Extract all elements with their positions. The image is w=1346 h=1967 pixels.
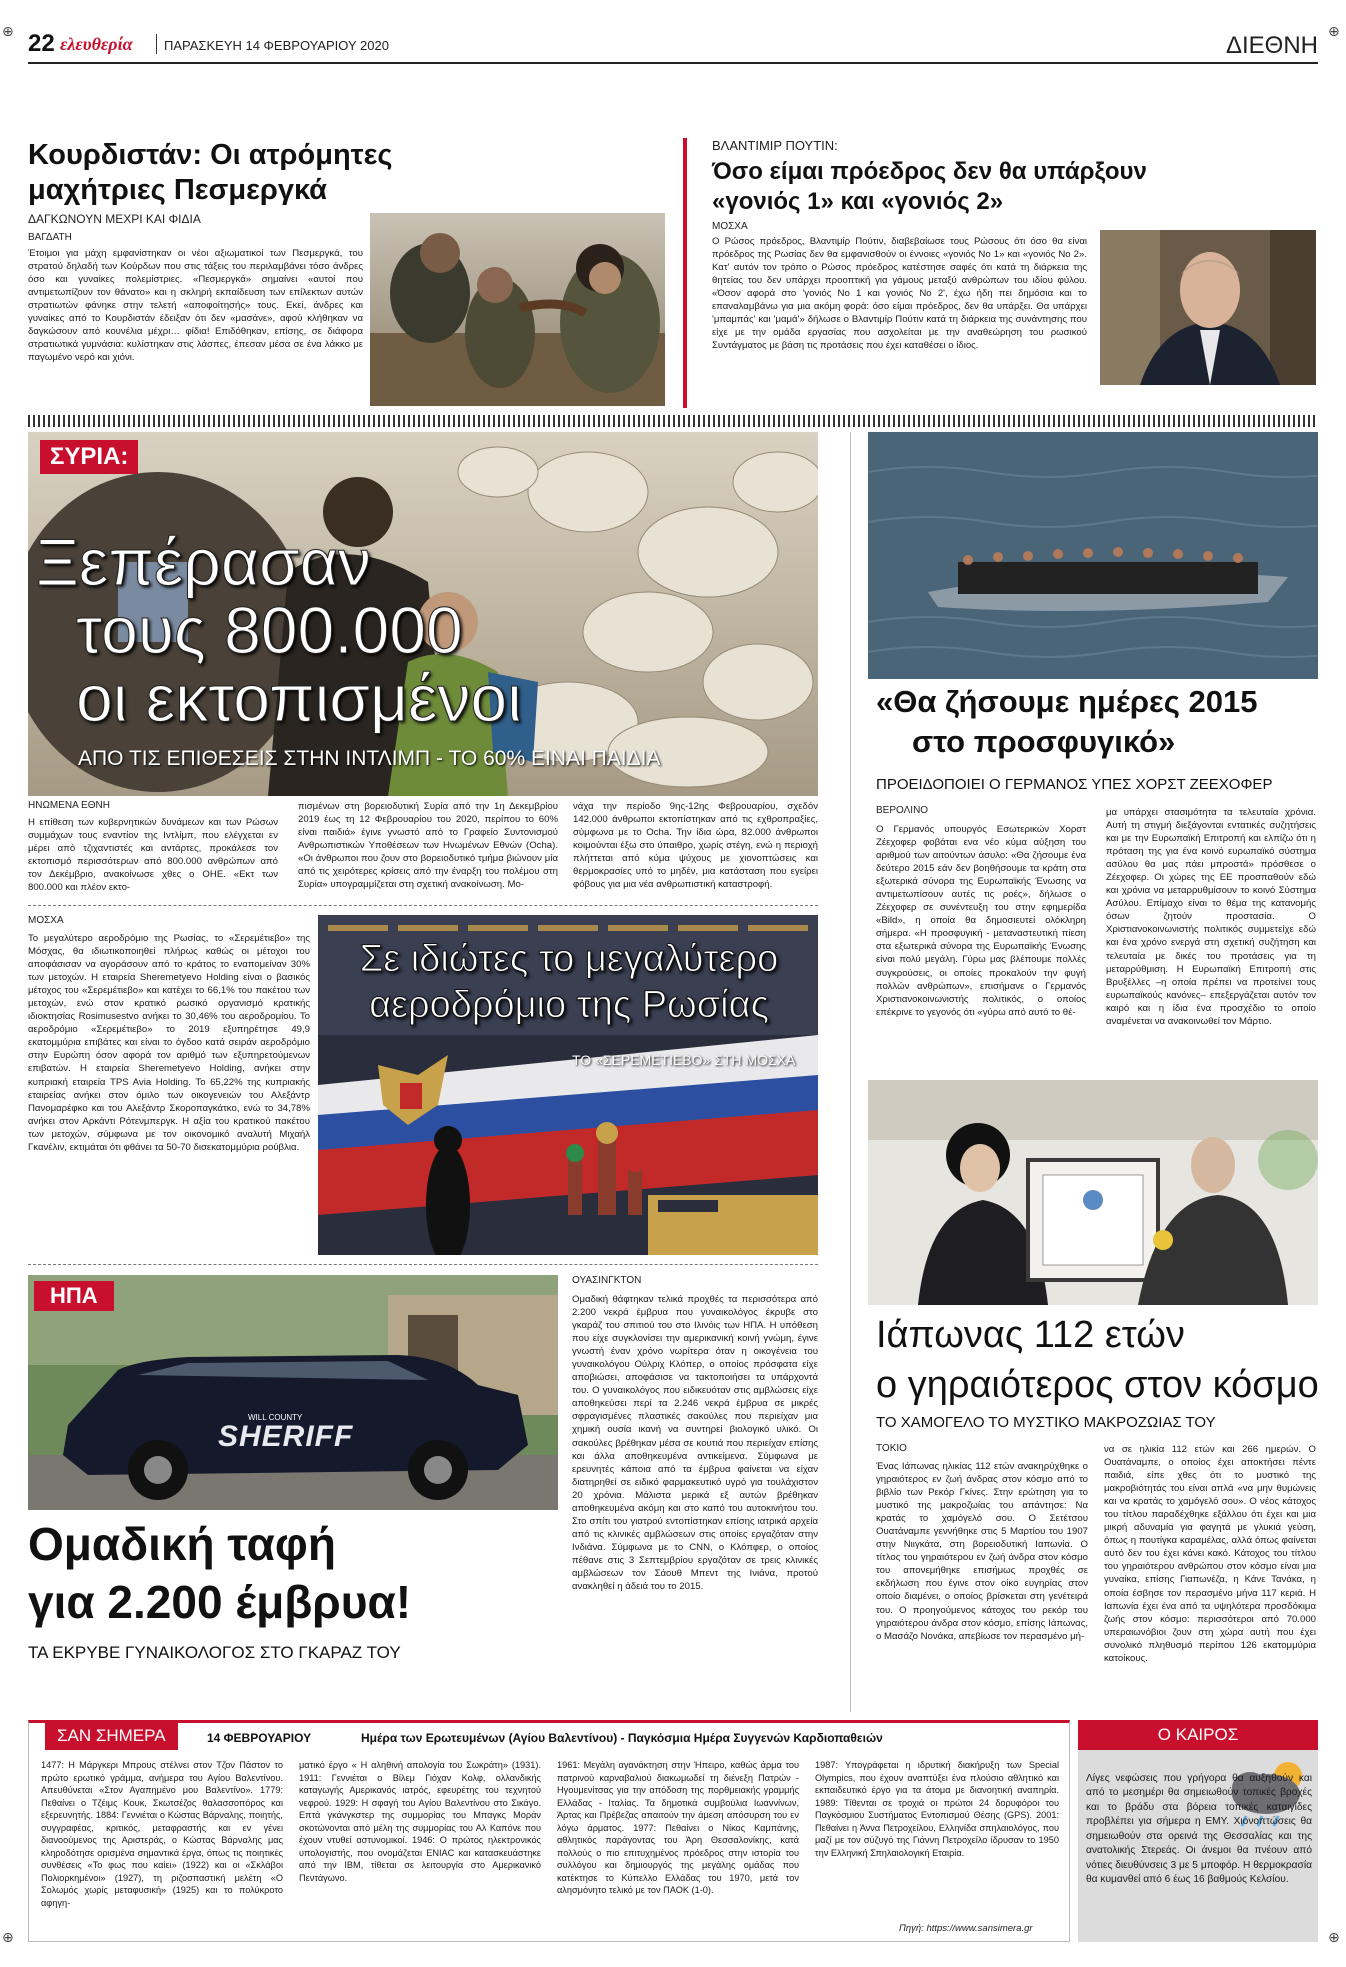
- germany-subtitle: ΠΡΟΕΙΔΟΠΟΙΕΙ Ο ΓΕΡΜΑΝΟΣ ΥΠΕΣ ΧΟΡΣΤ ΖΕΕΧΟΦΕΡ: [876, 776, 1273, 793]
- usa-subtitle: ΤΑ ΕΚΡΥΒΕ ΓΥΝΑΙΚΟΛΟΓΟΣ ΣΤΟ ΓΚΑΡΑΖ ΤΟΥ: [28, 1643, 401, 1662]
- today-source: Πηγή: https://www.sansimera.gr: [899, 1923, 1033, 1934]
- page-header: [28, 30, 1318, 62]
- japan-subtitle: ΤΟ ΧΑΜΟΓΕΛΟ ΤΟ ΜΥΣΤΙΚΟ ΜΑΚΡΟΖΩΙΑΣ ΤΟΥ: [876, 1414, 1216, 1431]
- section-name: ΔΙΕΘΝΗ: [1225, 32, 1318, 59]
- germany-col-2: μα υπάρχει στασιμότητα τα τελευταία χρόνια. Αυτή τη στιγμή διεξάγονται εντατικές συζητήσεις και με την Ευρωπαϊκή Επιτροπή και ελπίζω ότι η πρόταση της για ένα κοινό ευρωπαϊκό σύστημα ασύλου θα μας πάει μπροστά» πρόσθεσε ο Ζέεχοφερ. Οι χώρες της ΕΕ προσπαθούν εδώ και χρόνια να μεταρρυθμίσουν το κοινό Σύστημα Ασύλου. Επίμαχο είναι το θέμα της κατανομής όσων ζητούν προστασία. Ο Χριστιανοκοινωνιστής πολιτικός συμμετείχε εδώ και ένα χρόνο ενεργά στη σχετική συζήτηση και τελευταία με δικές του προτάσεις για τη μεταρρύθμιση. Η Ευρωπαϊκή Επιτροπή στις Βρυξέλλες –η οποία πρέπει να προτείνει τους ευρωπαϊκούς κανόνες– επεξεργάζεται αυτόν τον καιρό και η ίδια ένα προσχέδιο το οποίο αναμένεται να ανακοινωθεί τον Μάρτιο.: [1106, 807, 1316, 1027]
- today-headline: Ημέρα των Ερωτευμένων (Αγίου Βαλεντίνου) - Παγκόσμια Ημέρα Συγγενών Καρδιοπαθειών: [361, 1731, 883, 1745]
- dateline: ΒΑΓΔΑΤΗ: [28, 232, 72, 243]
- japan-col-1: Ένας Ιάπωνας ηλικίας 112 ετών ανακηρύχθηκε ο γηραιότερος εν ζωή άνδρας στον κόσμο από το βιβλίο των Ρεκόρ Γκίνες. Στην ερώτηση για το μυστικό της μακροζωίας του απάντησε: Να κρατάς το χαμόγελό σου. Ο Σετέτσου Ουατάναμπε γεννήθηκε στις 5 Μαρτίου του 1907 στην Νιιγκάτα, στη βορειοδυτική Ιαπωνία. Ο τίτλος του γηραιότερου εν ζωή άνδρα στον κόσμο του απονεμήθηκε επισήμως προχθές σε εκδήλωση που έγινε στον οίκο ευγηρίας στον οποίο διαμένει, ο οποίος βρίσκεται στη γενέτειρά του. Ο προηγούμενος κάτοχος του ρεκόρ του γηραιότερου άνδρα στον κόσμο, επίσης Ιάπωνας, ο Μασάζο Νονάκα, απεβίωσε τον περασμένο μή-: [876, 1461, 1088, 1642]
- japan-photo: [868, 1080, 1318, 1305]
- paper-name: ελευθερία: [60, 34, 133, 54]
- japan-col-2: να σε ηλικία 112 ετών και 266 ημερών. Ο Ουατάναμπε, ο οποίος έχει αποκτήσει πέντε παιδιά, είπε χθες ότι το μυστικό της μακροβιότητάς του είναι απλά «να μην θυμώνεις και να κρατάς το χαμόγελό σου». Ο νέος κάτοχος του τίτλου παραδέχθηκε εξάλλου ότι έχει και μια μικρή αδυναμία για φαγητά με γλυκιά γεύση, όπως η πουτίγκα καραμέλας, αλλά όπως φαίνεται αυτό δεν του έχει κάνει κακό. Κάτοχος του τίτλου του γηραιότερου ανθρώπου στον κόσμο είναι μια γυναίκα, επίσης Γιαπωνέζα, η Κάνε Τανάκα, η οποία έσβησε τον περασμένο μήνα 117 κεριά. Η Ιαπωνία έχει ένα από τα υψηλότερα προσδόκιμα ζωής στον κόσμο: περισσότεροι από 70.000 υπεραιωνόβιοι ζουν στη χώρα αυτή που έχει συνολικό πληθυσμό περίπου 126 εκατομμύρια κατοίκους.: [1104, 1444, 1316, 1664]
- dateline: ΗΝΩΜΕΝΑ ΕΘΝΗ: [28, 800, 110, 811]
- issue-date: ΠΑΡΑΣΚΕΥΗ 14 ΦΕΒΡΟΥΑΡΙΟΥ 2020: [164, 38, 389, 53]
- kurdistan-subtitle: ΔΑΓΚΩΝΟΥΝ ΜΕΧΡΙ ΚΑΙ ΦΙΔΙΑ: [28, 212, 201, 226]
- syria-subtitle: ΑΠΟ ΤΙΣ ΕΠΙΘΕΣΕΙΣ ΣΤΗΝ ΙΝΤΛΙΜΠ - ΤΟ 60% ΕΙΝΑΙ ΠΑΙΔΙΑ: [78, 747, 661, 770]
- putin-kicker: ΒΛΑΝΤΙΜΙΡ ΠΟΥΤΙΝ:: [712, 138, 838, 153]
- dateline: ΤΟΚΙΟ: [876, 1443, 907, 1454]
- today-label: ΣΑΝ ΣΗΜΕΡΑ: [45, 1722, 178, 1750]
- putin-title: Όσο είμαι πρόεδρος δεν θα υπάρξουν «γονιός 1» και «γονιός 2»: [712, 158, 1147, 215]
- airport-dateline: ΜΟΣΧΑ: [28, 915, 64, 926]
- migrant-boat-photo: [868, 432, 1318, 679]
- usa-label: ΗΠΑ: [34, 1281, 114, 1311]
- dateline: ΟΥΑΣΙΝΓΚΤΟΝ: [572, 1275, 642, 1286]
- putin-photo: [1100, 230, 1316, 385]
- today-col-2: ματικό έργο « Η αληθινή απολογία του Σωκράτη» (1931). 1911: Γεννιέται ο Βίλεμ Γιόχαν Κολφ, ολλανδικής καταγωγής Αμερικανός ιατρός, εφευρέτης του τεχνητού νεφρού. 1929: Η σφαγή του Αγίου Βαλεντίνου στο Σικάγο. Επτά γκάνγκστερ της συμμορίας του Μπαγκς Μοράν σκοτώνονται από μέλη της συμμορίας του Αλ Καπόνε που έχουν ντυθεί αστυνομικοί. 1946: Ο πρώτος ηλεκτρονικός υπολογιστής, που ονομάζεται ENIAC και κατασκευάστηκε από την IBM, τίθεται σε λειτουργία στο Αμερικανικό Πεντάγωνο.: [299, 1760, 541, 1883]
- today-col-1: 1477: Η Μάργκερι Μπρους στέλνει στον Τζον Πάστον το πρώτο ερωτικό γράμμα, ανήμερα του Αγίου Βαλεντίνου. Απευθύνεται «Στον Αγαπημένο μου Βαλεντίνο». 1779: Πεθαίνει ο Τζέιμς Κουκ, Σκωτσέζος θαλασσοπόρος και εξερευνητής. 1884: Γεννιέται ο Κώστας Βάρναλης, ποιητής, συγγραφέας, κριτικός, μεταφραστής και εν γένει διανοούμενος της Αριστεράς, ο Κώστας Βάρναλης μας κληροδότησε ορισμένα σημαντικά έργα, όπως τις ποιητικές συνθέσεις «Το φως που καίει» (1922) και οι «Σκλάβοι Πολιορκημένοι» (1927), τη ριζοσπαστική μελέτη «Ο Σολωμός χωρίς μεταφυσική» (1925) και το πολύκροτο αφηγη-: [41, 1760, 283, 1908]
- japan-title: Ιάπωνας 112 ετών ο γηραιότερος στον κόσμο: [876, 1314, 1319, 1406]
- syria-label: ΣΥΡΙΑ:: [40, 440, 138, 474]
- syria-body: [28, 800, 818, 900]
- crop-mark-icon: ⊕: [2, 24, 14, 40]
- kurdistan-body: Έτοιμοι για μάχη εμφανίστηκαν οι νέοι αξιωματικοί των Πεσμεργκά, του στρατού δηλαδή των Κούρδων που στις τάξεις του περιλαμβάνει τόσο άνδρες όσο και γυναίκες πολεμίστριες. «Πεσμεργκά» σημαίνει «αυτοί που αντιμετωπίζουν τον θάνατο» και η σκληρή εκπαίδευση των επίλεκτων αυτών στρατιωτών φάνηκε στην τελετή «αποφοίτησής» τους. Εκεί, άνδρες και γυναίκες από το Κουρδιστάν έδειξαν ότι δεν «μασάνε», αφού κλήθηκαν να δαγκώσουν από κουνέλια μέχρι… φίδια! Επιδόθηκαν, επίσης, σε διάφορα στρατιωτικά γυμνάσια: κυλίστηκαν στις λάσπες, έπεσαν μέσα σε ένα λάκκο με παγωμένο νερό και χιόνι.: [28, 248, 363, 364]
- peshmerga-photo: [370, 213, 665, 406]
- section-rule: [28, 415, 1318, 427]
- weather-text: Λίγες νεφώσεις που γρήγορα θα αυξηθούν και από το μεσημέρι θα σημειωθούν τοπικές βροχές και το βράδυ στα βόρεια τοπικές καταιγίδες προβλέπει για σήμερα η ΕΜΥ. Χιονοπτώσεις θα σημειωθούν στα ορεινά της Θεσσαλίας και της ανατολικής Στερεάς. Οι άνεμοι θα πνέουν από νότιες διευθύνσεις 3 με 5 μποφόρ. Η θερμοκρασία θα κυμανθεί από 6 έως 16 βαθμούς Κελσίου.: [1086, 1773, 1312, 1886]
- airport-subtitle: ΤΟ «ΣΕΡΕΜΕΤΙΕΒΟ» ΣΤΗ ΜΟΣΧΑ: [572, 1052, 796, 1068]
- crop-mark-icon: ⊕: [1328, 24, 1340, 40]
- page-number: 22: [28, 30, 55, 57]
- header-rule: [28, 62, 1318, 64]
- syria-col-1: Η επίθεση των κυβερνητικών δυνάμεων και των Ρώσων συμμάχων τους εναντίον της Ιντλίμπ, που ελέγχεται εν μέρει από τζιχαντιστές και αντάρτες, προκάλεσε τον εκτοπισμό περισσότερων από 800.000 ανθρώπων από τον Δεκέμβριο, ανακοίνωσε χθες ο ΟΗΕ. «Εκτ των 800.000 και πλέον εκτο-: [28, 817, 278, 894]
- syria-col-2: πισμένων στη βορειοδυτική Συρία από την 1η Δεκεμβρίου 2019 έως τη 12 Φεβρουαρίου του 2020, περίπου το 60% είναι παιδιά» έγινε γνωστό από το Γραφείο Συντονισμού Ανθρωπιστικών Υποθέσεων των Ηνωμένων Εθνών (Ocha). «Οι άνθρωποι που ζουν στο βορειοδυτικό τμήμα βιώνουν μία από τις χειρότερες κρίσεις από την έναρξη του πολέμου στη Συρία» υπογραμμίζεται στη σχετική ανακοίνωση. Μο-: [298, 801, 558, 891]
- putin-body: Ο Ρώσος πρόεδρος, Βλαντιμίρ Πούτιν, διαβεβαίωσε τους Ρώσους ότι όσο θα είναι πρόεδρος της Ρωσίας δεν θα εμφανισθούν οι έννοιες «γονιός Νο 1» και «γονιός Νο 2». Κατ' αυτόν τον τρόπο ο Ρώσος πρόεδρος κατέστησε σαφές ότι κατά τη διάρκεια της θητείας του δεν υπάρχει προοπτική για γάμους μεταξύ ανθρώπων του ιδίου φύλου. «Όσον αφορά στο 'γονιός Νο 1 και γονιός Νο 2', έχω ήδη πει δημόσια και το επαναλαμβάνω για μια ακόμη φορά: όσο είμαι πρόεδρος, δεν θα υπάρξει. Θα υπάρχει 'μπαμπάς' και 'μαμά'» δήλωσε ο Βλαντιμίρ Πούτιν κατά τη διάρκεια της συνάντησης που είχε με την ομάδα εργασίας που ασχολείται με την αναθεώρηση του ρωσικού Συντάγματος με βάση τις προτάσεις που έχει καταθέσει ο ίδιος.: [712, 236, 1087, 352]
- dateline: ΜΟΣΧΑ: [712, 221, 748, 232]
- germany-title: «Θα ζήσουμε ημέρες 2015 στο προσφυγικό»: [876, 684, 1258, 759]
- syria-col-3: νάχα την περίοδο 9ης-12ης Φεβρουαρίου, σχεδόν 142.000 άνθρωποι εκτοπίστηκαν από τις εχθροπραξίες, σύμφωνα με το Ocha. Την ίδια ώρα, 82.000 άνθρωποι κοιμούνται έξω στο ύπαιθρο, χωρίς στέγη, ενώ η περιοχή πλήττεται από κύμα ψύχους με χιονοπτώσεις και θερμοκρασίες υπό το μηδέν, μια κατάσταση που εγείρει φόβους για μια νέα ανθρωπιστική καταστροφή.: [573, 801, 818, 891]
- dateline: ΒΕΡΟΛΙΝΟ: [876, 805, 929, 816]
- airport-body: Το μεγαλύτερο αεροδρόμιο της Ρωσίας, το «Σερεμέτιεβο» της Μόσχας, θα ιδιωτικοποιηθεί πλήρως καθώς οι μέτοχοι του αποφάσισαν να αγοράσουν από το κράτος το εναπομείναν 30% των μετοχών. Η εταιρεία Sheremetyevo Holding είναι ο βασικός μέτοχος του «Σερεμέτιεβο» και κατέχει το 66,1% του πακέτου των μετοχών, ενώ στον κρατικό ρωσικό οργανισμό κρατικής ιδιοκτησίας Rosimusestvo ανήκει το 30,46% του αεροδρομίου. Το αεροδρόμιο «Σερεμέτιεβο» το 2019 εξυπηρέτησε 49,9 εκατομμύρια επιβάτες και είναι το όγδοο κατά σειράν αεροδρόμιο στην Ευρώπη όσον αφορά τον αριθμό των εξυπηρετούμενων επιβατών. Η εταιρεία Sheremetyevo Holding, ανήκει στην κυπριακή εταιρεία TPS Avia Holding. Το 65,22% της κυπριακής εταιρείας ανήκει στον όμιλο των οικογενειών του Αλεξάντρ Πανομαρέφκο και του Αλεξάντρ Σκοροπαγκάτκο, ενώ το 34,78% ανήκει στον Αρκάντι Ρότενμπεργκ. Η αξία του κρατικού πακέτου των μετοχών, σύμφωνα με τον οικονομικό αναλυτή Μιχαήλ Γκανέλιν, εκτιμάται ότι φθάνει τα 50-70 δισεκατομμύρια ρούβλια.: [28, 933, 310, 1153]
- weather-label: Ο ΚΑΙΡΟΣ: [1078, 1720, 1318, 1750]
- today-col-3: 1961: Μεγάλη αγανάκτηση στην Ήπειρο, καθώς άρμα του πατρινού καρναβαλιού διακωμωδεί τη διένεξη Πατρών - Ηγουμενίτσας για την απόδοση της πορθμειακής γραμμής Ελλάδας - Ιταλίας. Τα δημοτικά συμβούλια Ιωαννίνων, Άρτας και Πρέβεζας απαιτούν την άμεση απόσυρση του εν λόγω άρματος. 1977: Πεθαίνει ο Νίκος Καμπάνης, αθλητικός παράγοντας του Άρη Θεσσαλονίκης, κατά πολλούς ο πιο επιτυχημένος πρόεδρος στην ιστορία του συλλόγου και δημιουργός της μεγάλης ομάδας που κατέκτησε το Κύπελλο Ελλάδας του 1970, μετά τον αλησμόνητο τελικό με τον ΠΑΟΚ (1-0).: [557, 1760, 799, 1896]
- usa-body: Ομαδική θάφτηκαν τελικά προχθές τα περισσότερα από 2.200 νεκρά έμβρυα που γυναικολόγος έκρυβε στο γκαράζ του σπιτιού του στο Ιλινόις των ΗΠΑ. Η υπόθεση που είχε συγκλονίσει την αμερικανική κοινή γνώμη, έγινε γνωστή έναν χρόνο νωρίτερα όταν η οικογένεια του γυναικολόγου Ούλριχ Κλόπερ, ο οποίος πρόσφατα είχε αποβιώσει, αποφάσισε να τακτοποιήσει τα υπάρχοντά του. Ο γυναικολόγος που ειδικευόταν στις αμβλώσεις είχε αποθηκεύσει περί τα 2.246 νεκρά έμβρυα σε μικρές σφραγισμένες πλαστικές σακούλες που περιείχαν μια χημική ουσία ικανή να συντηρεί βιολογικό υλικό. Οι σακούλες βρέθηκαν μέσα σε κουτιά που περιείχαν επίσης και άλλα αποθηκευμένα αντικείμενα. Σύμφωνα με ερευνητές κάποια από τα έμβρυα φαίνεται να είχαν διατηρηθεί σε ειδικό φαρμακευτικό υγρό για τουλάχιστον 20 χρόνια. Μάλιστα μερικά εξ αυτών βρέθηκαν αποθηκευμένα ακόμη και στο καπό του αυτοκινήτου του. Στο σπίτι του γιατρού εντοπίστηκαν επίσης ιατρικά αρχεία από τις κλινικές αμβλώσεων στις οποίες εργαζόταν στην Ινδιάνα. Σύμφωνα με το CNN, ο Κλόπφερ, ο οποίος πέθανε στις 3 Σεπτεμβρίου εργαζόταν σε τρεις κλινικές αμβλώσεων τον Σάουθ Μπεντ της Ινιάνα, προτού ανακληθεί η άδειά του το 2015.: [572, 1294, 818, 1593]
- airport-title: Σε ιδιώτες το μεγαλύτερο αεροδρόμιο της Ρωσίας: [359, 938, 779, 1026]
- crop-mark-icon: ⊕: [2, 1930, 14, 1946]
- today-date: 14 ΦΕΒΡΟΥΑΡΙΟΥ: [207, 1731, 312, 1745]
- car-county-text: WILL COUNTY: [248, 1413, 303, 1422]
- usa-title: Ομαδική ταφή για 2.200 έμβρυα!: [28, 1518, 412, 1628]
- kurdistan-title: Κουρδιστάν: Οι ατρόμητες μαχήτριες Πεσμεργκά: [28, 139, 393, 206]
- germany-col-1: Ο Γερμανός υπουργός Εσωτερικών Χορστ Ζέεχοφερ φοβάται ενα νέο κύμα αύξηση του αριθμού των αιτούντων άσυλο: «Θα ζήσουμε ένα δεύτερο 2015 εάν δεν βοηθήσουμε τα κράτη στα εξωτερικά σύνορα της Ευρωπαϊκής Ένωσης να αντιμετωπίσουν αυτές τις ροές», δήλωσε ο Ζέεχοφερ σε συνέντευξη του στην εφημερίδα «Bild», η οποία θα δημοσιευτεί ολόκληρη σήμερα. «Η προσφυγική - μεταναστευτική πίεση στα εξωτερικά σύνορα της Ευρωπαϊκής Ένωσης είναι πολύ μεγάλη. Γύρω μας βλέπουμε πολλές συγκρούσεις, οι οποίες προκαλούν την φυγή πολλών ανθρώπων», επισήμανε ο Γερμανός Χριστιανοκοινωνιστής πολιτικός, ο οποίος επέκρινε το γεγονός ότι «γύρω από αυτό το θέ-: [876, 824, 1086, 1018]
- today-box: [28, 1720, 1070, 1942]
- crop-mark-icon: ⊕: [1328, 1930, 1340, 1946]
- today-col-4: 1987: Υπογράφεται η ιδρυτική διακήρυξη των Special Olympics, που έχουν αναπτύξει ένα πλούσιο αθλητικό και εκπαιδευτικό έργο για τα άτομα με διανοητική αναπηρία. 1989: Τίθενται σε τροχιά οι πρώτοι 24 δορυφόροι του Παγκόσμιου Συστήματος Εντοπισμού Θέσης (GPS). 2001: Πεθαίνει η Άννα Πετροχείλου, Ελληνίδα σπηλαιολόγος, που μαζί με τον σύζυγό της Γιάννη Πετροχείλο ίδρυσαν το 1950 την Ελληνική Σπηλαιολογική Εταιρία.: [815, 1760, 1059, 1858]
- syria-title: Ξεπέρασαν τους 800.000 οι εκτοπισμένοι: [36, 525, 522, 735]
- car-sheriff-text: SHERIFF: [218, 1420, 354, 1453]
- weather-box: [1078, 1720, 1318, 1942]
